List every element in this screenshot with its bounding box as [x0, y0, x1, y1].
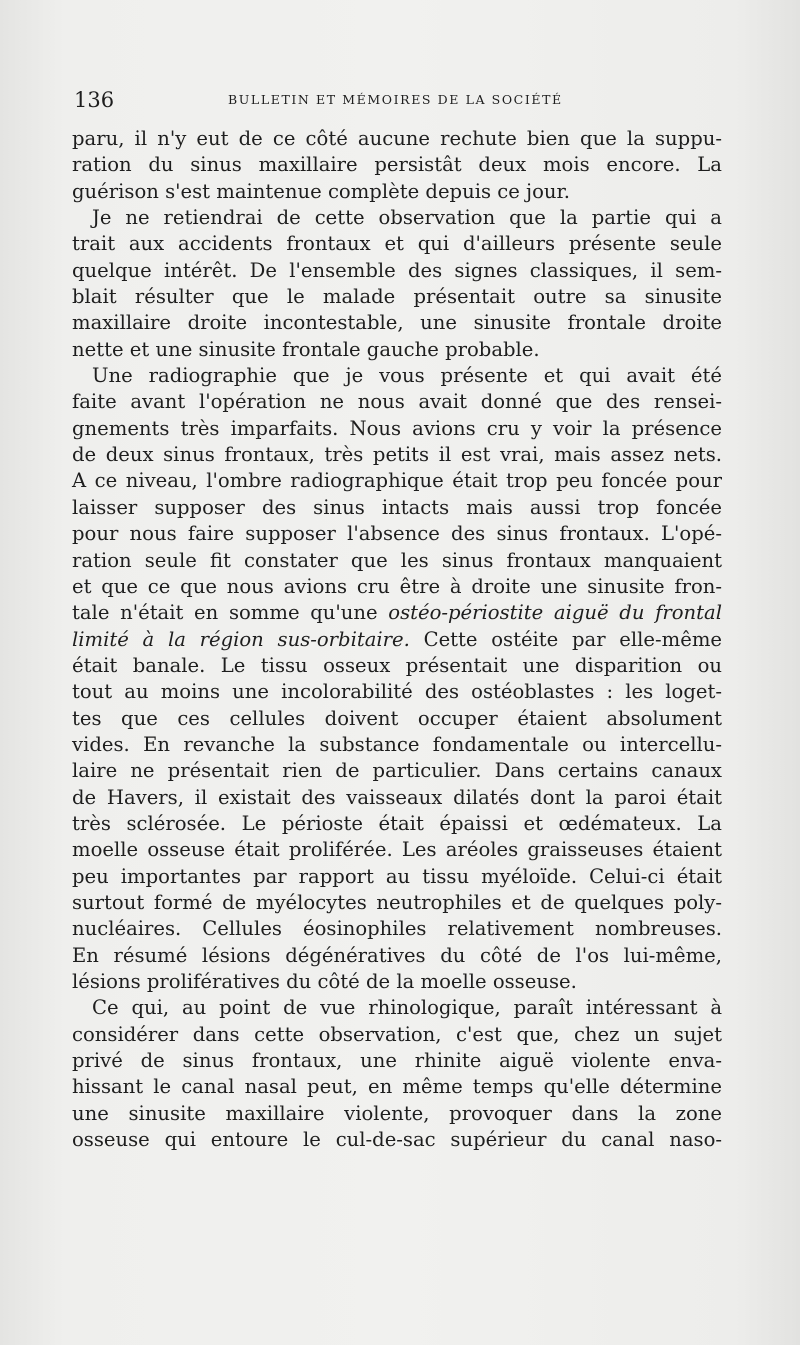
text-line: tout au moins une incolorabilité des ostéoblastes : les loget-	[72, 680, 722, 704]
text-line: pour nous faire supposer l'absence des sinus frontaux. L'opé-	[72, 522, 722, 546]
text-line: peu importantes par rapport au tissu myéloïde. Celui-ci était	[72, 864, 722, 888]
text-line: A ce niveau, l'ombre radiographique était trop peu foncée pour	[72, 469, 722, 493]
text-line: ration seule fit constater que les sinus frontaux manquaient	[72, 548, 722, 572]
running-head: BULLETIN ET MÉMOIRES DE LA SOCIÉTÉ	[228, 92, 563, 107]
italic-text-segment: ostéo-périostite aiguë du frontal	[388, 601, 722, 625]
text-line-with-italic	[72, 627, 722, 653]
text-line: nucléaires. Cellules éosinophiles relativement nombreuses.	[72, 917, 722, 941]
text-line: moelle osseuse était proliférée. Les aréoles graisseuses étaient	[72, 838, 722, 862]
text-line: vides. En revanche la substance fondamentale ou intercellu-	[72, 732, 722, 756]
text-line: de Havers, il existait des vaisseaux dilatés dont la paroi était	[72, 785, 722, 809]
text-segment: tale n'était en somme qu'une	[72, 601, 378, 625]
text-line: laisser supposer des sinus intacts mais aussi trop foncée	[72, 495, 722, 519]
text-line: trait aux accidents frontaux et qui d'ailleurs présente seule	[72, 232, 722, 256]
page-header	[74, 88, 720, 112]
text-line: une sinusite maxillaire violente, provoquer dans la zone	[72, 1101, 722, 1125]
text-line: et que ce que nous avions cru être à droite une sinusite fron-	[72, 574, 722, 598]
text-line: gnements très imparfaits. Nous avions cru y voir la présence	[72, 416, 722, 440]
text-line: hissant le canal nasal peut, en même temps qu'elle détermine	[72, 1075, 722, 1099]
page-number: 136	[74, 88, 115, 112]
text-line: En résumé lésions dégénératives du côté de l'os lui-même,	[72, 943, 722, 967]
text-line: de deux sinus frontaux, très petits il est vrai, mais assez nets.	[72, 443, 722, 467]
text-line: très sclérosée. Le périoste était épaissi et œdémateux. La	[72, 811, 722, 835]
text-line: guérison s'est maintenue complète depuis ce jour.	[72, 179, 570, 203]
text-line: nette et une sinusite frontale gauche probable.	[72, 337, 540, 361]
text-line: faite avant l'opération ne nous avait donné que des rensei-	[72, 390, 722, 414]
text-line: blait résulter que le malade présentait outre sa sinusite	[72, 285, 722, 309]
body-text	[72, 126, 722, 1153]
paragraph-start-line: Je ne retiendrai de cette observation que la partie qui a	[92, 206, 722, 230]
text-line: lésions prolifératives du côté de la moelle osseuse.	[72, 970, 577, 993]
text-line: ration du sinus maxillaire persistât deux mois encore. La	[72, 153, 722, 177]
paragraph-start-line: Ce qui, au point de vue rhinologique, paraît intéressant à	[92, 996, 722, 1020]
text-line-with-italic	[72, 600, 722, 626]
text-line: privé de sinus frontaux, une rhinite aiguë violente enva-	[72, 1049, 722, 1073]
text-line: paru, il n'y eut de ce côté aucune rechute bien que la suppu-	[72, 127, 722, 150]
paragraph-start-line: Une radiographie que je vous présente et qui avait été	[92, 364, 722, 388]
text-line: maxillaire droite incontestable, une sinusite frontale droite	[72, 311, 722, 335]
italic-text-segment: limité à la région sus-orbitaire.	[72, 627, 410, 651]
text-line: était banale. Le tissu osseux présentait une disparition ou	[72, 653, 722, 677]
text-line: osseuse qui entoure le cul-de-sac supérieur du canal naso-	[72, 1128, 722, 1152]
text-line: laire ne présentait rien de particulier. Dans certains canaux	[72, 759, 722, 783]
text-line: considérer dans cette observation, c'est que, chez un sujet	[72, 1022, 722, 1046]
text-line: surtout formé de myélocytes neutrophiles et de quelques poly-	[72, 890, 722, 914]
text-line: quelque intérêt. De l'ensemble des signes classiques, il sem-	[72, 258, 722, 282]
text-segment: Cette ostéite par elle-même	[423, 627, 722, 651]
text-line: tes que ces cellules doivent occuper étaient absolument	[72, 706, 722, 730]
